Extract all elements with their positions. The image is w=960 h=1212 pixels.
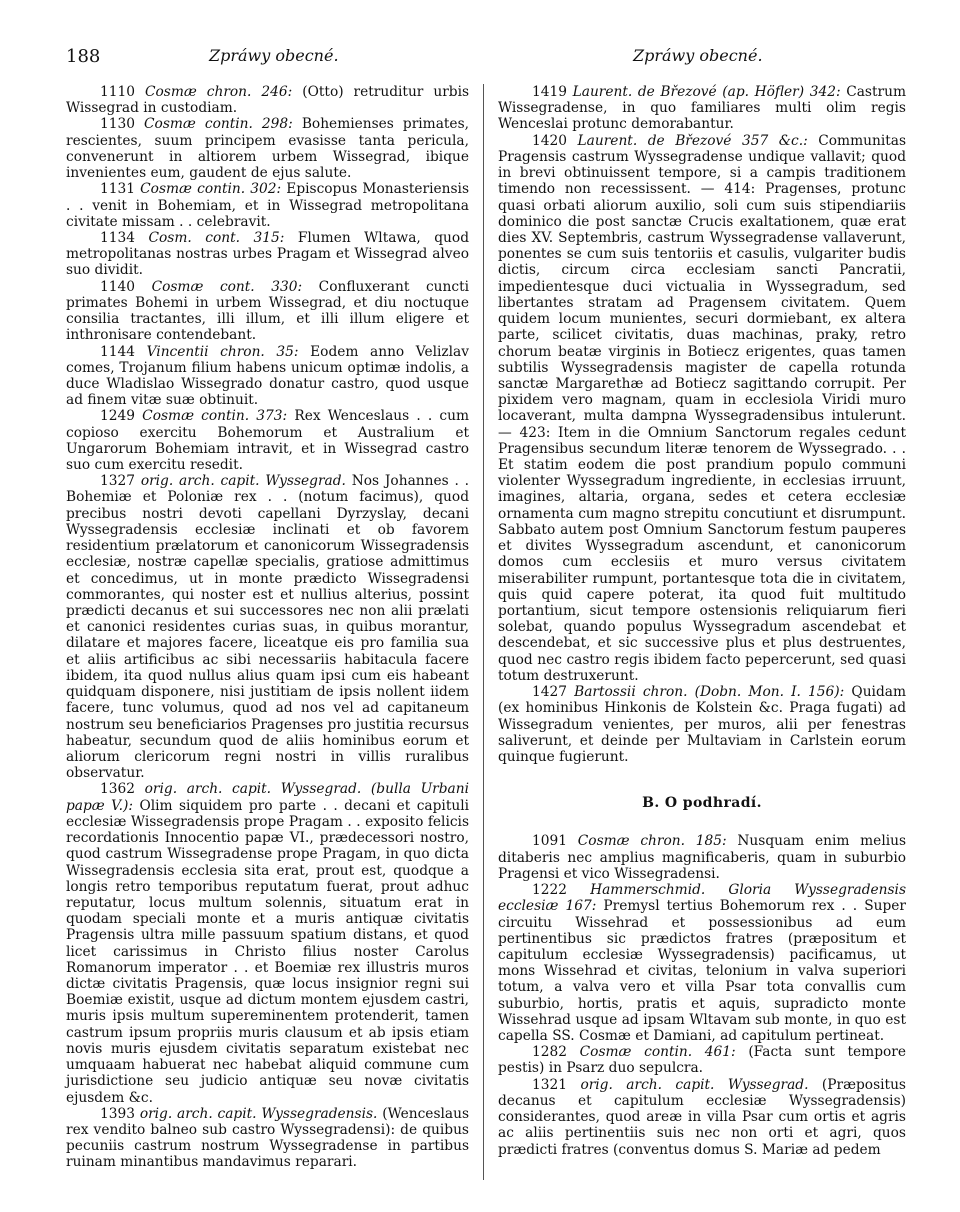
entry-year: 1134 <box>100 229 135 246</box>
entry-source: orig. arch. capit. Wyssegrad. <box>140 473 346 490</box>
entry-text: (Wenceslaus rex vendito balneo sub castro Wyssegradensi): de quibus pecuniis castrum nostrum Wyssegradense in partibus ruinam minantibus mandavimus reparari. <box>66 1105 470 1171</box>
entry-source: Cosmæ contin. 302: <box>140 181 282 198</box>
entry-year: 1282 <box>532 1044 567 1061</box>
entry-year: 1130 <box>100 116 135 133</box>
page-number: 188 <box>66 46 101 67</box>
entry-year: 1110 <box>100 84 135 100</box>
entry <box>498 1077 906 1158</box>
entry-year: 1321 <box>532 1076 567 1093</box>
entry-source: Cosmæ cont. 330: <box>151 278 303 295</box>
entry <box>66 344 469 409</box>
entry-text: Communitas Pragensis castrum Wyssegradense undique vallavit; quod in brevi obtinuissent tempore, si a campis traditionem timendo non recessissent. — 414: Pragenses, protunc quasi orbati aliorum auxilio, soli cum suis stipendiariis dominico die post sanctæ Crucis exaltationem, quæ erat dies XV. Septembris, castrum Wyssegradense vallaverunt, ponentes se cum suis tentoriis et casulis, vulgariter budis dictis, circum circa ecclesiam sancti Pancratii, impedientesque duci victualia in Wyssegradum, sed libertantes stratam ad Pragensem civitatem. Quem quidem locum munientes, securi dormiebant, ex altera parte, scilicet civitatis, duas machinas, praky, retro chorum beatæ virginis in Botiecz erigentes, quas tamen subtilis Wyssegradensis magister de capella rotunda sanctæ Margarethæ ad Botiecz sagittando corrupit. Per pixidem vero magnam, quam in ecclesiola Viridi muro locaverant, multa dampna Wyssegradensibus intulerunt. — 423: Item in die Omnium Sanctorum regales cedunt Pragensibus secundum literæ tenorem de Wyssegrado. . . Et statim eodem die post prandium populo communi violenter Wyssegradum ingrediente, in ecclesias irruunt, imagines, altaria, organa, sedes et cetera ecclesiæ ornamenta cum magno strepitu concutiunt et disrumpunt. Sabbato autem post Omnium Sanctorum festum pauperes et divites Wyssegradum ascendunt, et canonicorum domos cum ecclesiis et muro versus civitatem miserabiliter rumpunt, portantesque tota die in civitatem, quis quid capere poterat, ita quod fuit multitudo portantium, sicut tempore ostensionis reliquiarum fieri solebat, quando populus Wyssegradum ascendebat et descendebat, et sic successive plus et plus destruentes, quod nec castro regis ibidem facto pepercerunt, sed quasi totum destruxerunt. <box>498 132 907 684</box>
entry-year: 1419 <box>532 84 567 100</box>
running-title-left: Zpráwy obecné. <box>209 46 339 65</box>
entry <box>66 181 469 230</box>
entry-source: Laurent. de Březové (ap. Höfler) 342: <box>572 84 841 100</box>
entry <box>66 473 469 781</box>
entry-text: (Otto) retruditur urbis Wissegrad in custodiam. <box>66 84 470 117</box>
entry-source: orig. arch. capit. Wyssegradensis. <box>139 1105 378 1122</box>
entry-source: Cosmæ contin. 373: <box>142 408 288 425</box>
entry-source: Bartossii chron. (Dobn. Mon. I. 156): <box>574 684 845 701</box>
entry-year: 1131 <box>100 181 135 198</box>
entry-year: 1327 <box>100 473 135 490</box>
entry-source: orig. arch. capit. Wyssegrad. (bulla Urbani papæ V.): <box>66 781 469 814</box>
entry-text: Flumen Wltawa, quod metropolitanas nostras urbes Pragam et Wissegrad alveo suo dividit. <box>66 229 469 279</box>
entry-text: Quidam (ex hominibus Hinkonis de Kolstein &c. Praga fugati) ad Wissegradum venientes, per muros, alii per fenestras saliverunt, et deinde per Multaviam in Carlstein eorum quinque fugierunt. <box>498 684 906 765</box>
running-title-right: Zpráwy obecné. <box>633 46 763 65</box>
entry <box>66 116 469 181</box>
entry-text: Confluxerant cuncti primates Bohemi in urbem Wissegrad, et diu noctuque consilia tractantes, illi illum, et illi illum eligere et inthronisare contendebant. <box>66 278 469 344</box>
entry-text: (Facta sunt tempore pestis) in Psarz duo sepulcra. <box>498 1044 906 1077</box>
entry <box>66 408 469 473</box>
entry-text: Episcopus Monasteriensis . . venit in Bohemiam, et in Wissegrad metropolitana civitate missam . . celebravit. <box>66 181 470 230</box>
entry <box>66 279 469 344</box>
entry-source: Cosmæ contin. 298: <box>144 116 293 133</box>
entry <box>498 684 906 765</box>
entry-text: Castrum Wissegradense, in quo familiares multi olim regis Wenceslai protunc demorabantur. <box>498 84 906 133</box>
entry <box>498 882 906 1044</box>
entry-year: 1140 <box>100 278 135 295</box>
entry <box>66 781 469 1105</box>
entry-year: 1091 <box>532 833 567 850</box>
section-heading: B. O podhradí. <box>642 795 762 812</box>
entry-text: Premysl tertius Bohemorum rex . . Super circuitu Wissehrad et possessionibus ad eum pertinentibus sic prædictos fratres (præpositum et capitulum ecclesiæ Wyssegradensis) pacificamus, ut mons Wissehrad et civitas, telonium in valva superiori totum, a valva vero et villa Psar tota convallis cum suburbio, hortis, pratis et aquis, supradicto monte Wissehrad usque ad ipsam Wltavam sub monte, in quo est capella SS. Cosmæ et Damiani, ad capitulum pertineat. <box>498 898 906 1045</box>
entry-year: 1144 <box>100 343 135 360</box>
entry-source: Cosmæ chron. 246: <box>144 84 293 100</box>
entry <box>66 230 469 279</box>
entry <box>498 833 906 882</box>
entry-year: 1420 <box>532 132 567 149</box>
entry <box>498 1044 906 1076</box>
entry-source: Cosm. cont. 315: <box>148 229 285 246</box>
entry-source: Vincentii chron. 35: <box>146 343 299 360</box>
entry-source: Cosmæ chron. 185: <box>577 833 727 850</box>
entry-year: 1249 <box>100 408 135 425</box>
entry-text: Olim siquidem pro parte . . decani et capituli ecclesiæ Wissegradensis prope Pragam . . exposito felicis recordationis Innocentio papæ VI., prædecessori nostro, quod castrum Wissegradense prope Pragam, in quo dicta Wissegradensis ecclesia sita erat, prout est, quodque a longis retro temporibus reputatum fuerat, prout adhuc reputatur, locus multum solennis, situatum erat in quodam speciali monte et a muris antiquæ civitatis Pragensis ultra mille passuum spatium distans, et quod licet carissimus in Christo filius noster Carolus Romanorum imperator . . et Boemiæ rex illustris muros dictæ civitatis Pragensis, quæ locus insignior regni sui Boemiæ existit, usque ad dictum montem ejusdem castri, muris ipsis multum supereminentem protenderit, tamen castrum ipsum propriis muris clausum et ab ipsis etiam novis muris ejusdem civitatis separatum existebat nec umquaam habuerat nec habebat aliquid commune cum jurisdictione seu judicio antiquæ seu novæ civitatis ejusdem &c. <box>66 797 469 1106</box>
left-column <box>66 84 469 1171</box>
entry-year: 1427 <box>532 684 567 701</box>
entry-text: Eodem anno Velizlav comes, Trojanum filium habens unicum optimæ indolis, a duce Wladislao Wissegrado donatur castro, quod usque ad finem vitæ suæ obtinuit. <box>66 343 470 409</box>
entry-source: orig. arch. capit. Wyssegrad. <box>580 1076 809 1093</box>
entry <box>498 133 906 684</box>
entry-text: (Præpositus decanus et capitulum ecclesiæ Wyssegradensis) considerantes, quod areæ in villa Psar cum ortis et agris ac aliis pertinentiis suis nec non orti et agri, quos prædicti fratres (conventus domus S. Mariæ ad pedem <box>498 1076 906 1158</box>
entry-year: 1222 <box>532 882 567 899</box>
entry-source: Cosmæ contin. 461: <box>579 1044 736 1061</box>
entry <box>498 84 906 133</box>
entry-year: 1393 <box>100 1105 135 1122</box>
entry-source: Hammerschmid. Gloria Wyssegradensis ecclesiæ 167: <box>498 882 907 915</box>
entry-text: Nos Johannes . . Bohemiæ et Poloniæ rex . . (notum facimus), quod precibus nostri devoti capellani Dyrzyslay, decani Wyssegradensis ecclesiæ inclinati et ob favorem residentium prælatorum et canonicorum Wissegradensis ecclesiæ, nostræ capellæ specialis, gratiose admittimus et concedimus, ut in monte prædicto Wissegradensi commorantes, qui noster est et nullius alterius, possint prædicti decanus et sui successores nec non alii prælati et canonici residentes curias suas, in quibus morantur, dilatare et majores facere, liceatque eis pro familia sua et aliis artificibus ac sibi necessariis habitacula facere ibidem, ita quod nullus alius quam ipsi cum eis habeant quidquam disponere, nisi justitiam de ipsis nollent iidem facere, tunc volumus, quod ad nos vel ad capitaneum nostrum seu beneficiarios Pragenses pro justitia recursus habeatur, secundum quod de aliis hominibus eorum et aliorum clericorum regni nostri in villis ruralibus observatur. <box>66 473 470 782</box>
entry-text: Nusquam enim melius ditaberis nec amplius magnificaberis, quam in suburbio Pragensi et vico Wissegradensi. <box>498 833 907 882</box>
column-divider <box>483 84 484 1180</box>
entry <box>66 84 469 116</box>
entry-source: Laurent. de Březové 357 &c.: <box>577 132 808 149</box>
entry-text: Bohemienses primates, rescientes, suum principem evasisse tanta pericula, convenerunt in altiorem urbem Wissegrad, ibique invenientes eum, gaudent de ejus salute. <box>66 116 469 182</box>
entry-text: Rex Wenceslaus . . cum copioso exercitu Bohemorum et Australium et Ungarorum Bohemiam intravit, et in Wissegrad castro suo cum exercitu resedit. <box>66 408 470 474</box>
entry-year: 1362 <box>100 781 135 798</box>
entry <box>66 1106 469 1171</box>
right-column <box>498 84 906 1158</box>
